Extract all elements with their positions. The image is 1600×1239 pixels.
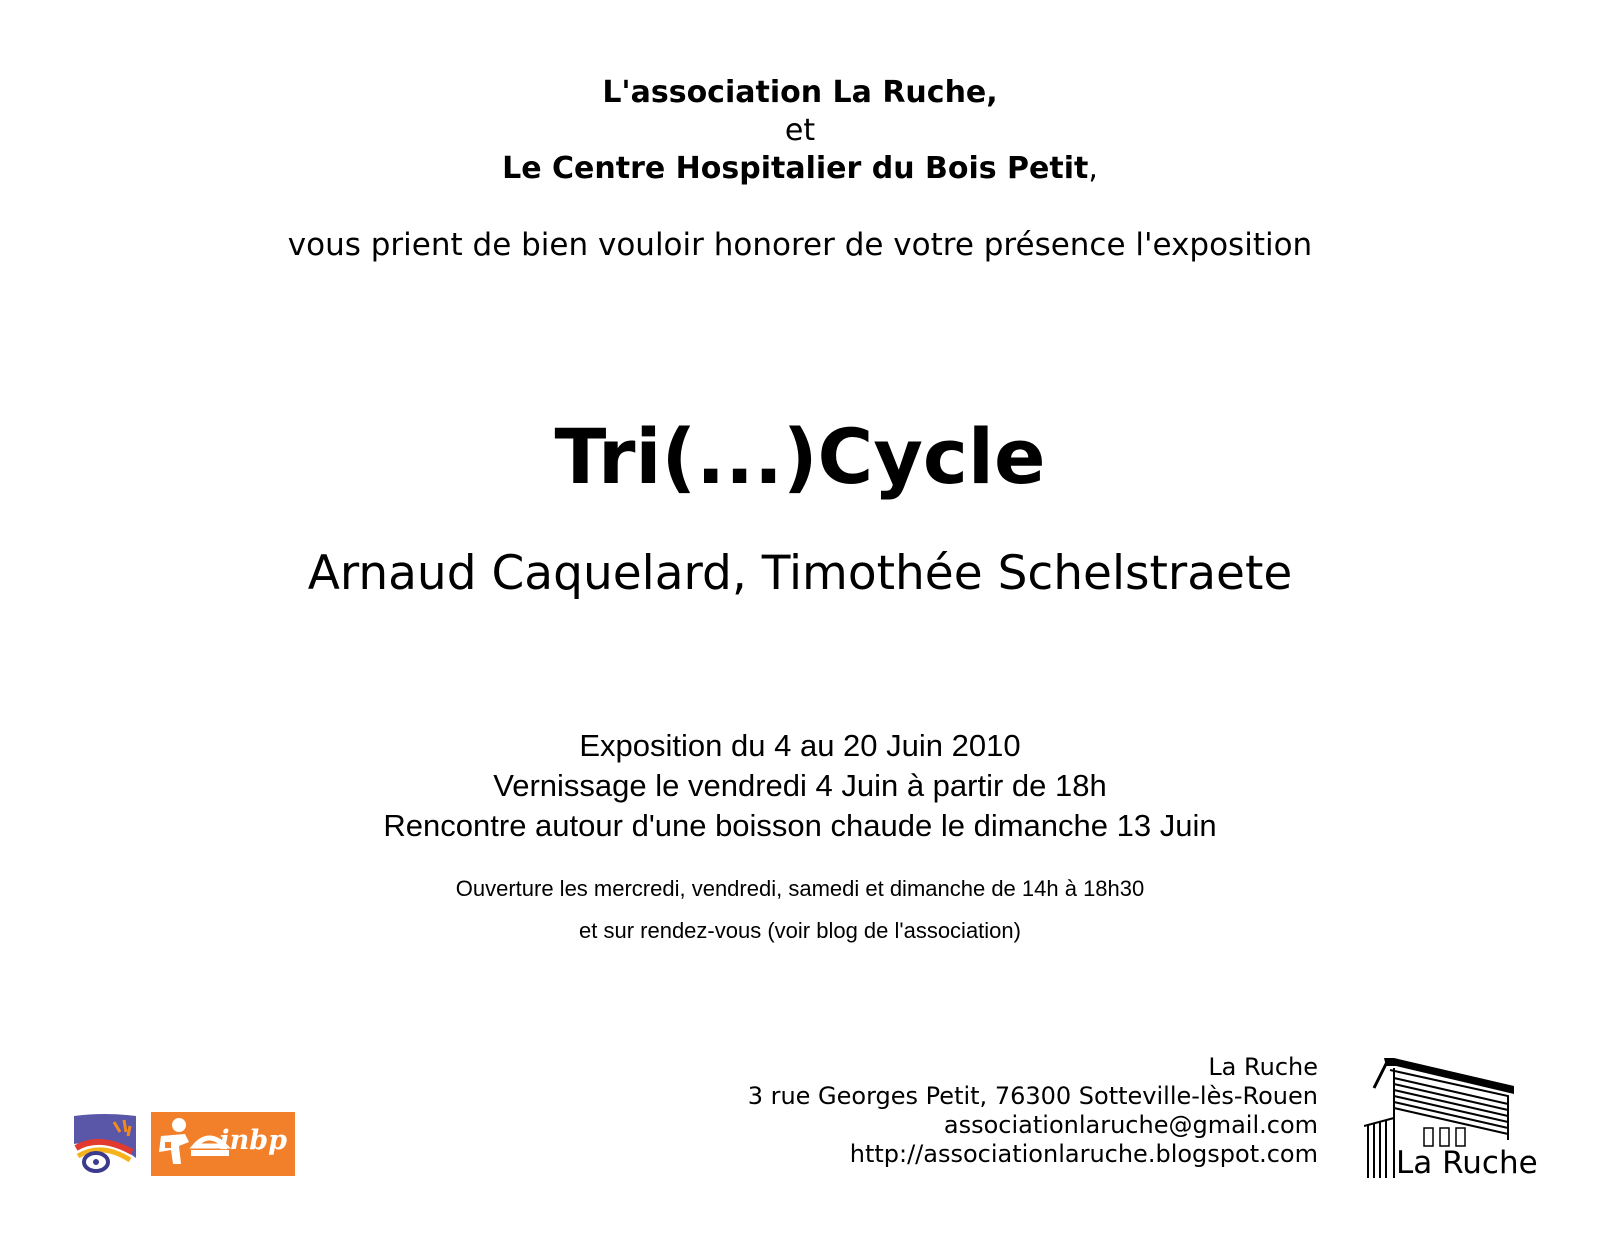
organizer-2: Le Centre Hospitalier du Bois Petit [502, 151, 1089, 186]
partner-logo [151, 1112, 295, 1176]
invitation-text: vous prient de bien vouloir honorer de votre présence l'exposition [287, 227, 1313, 263]
la-ruche-logo-text: La Ruche [1396, 1145, 1538, 1181]
hospital-logo [70, 1112, 138, 1176]
rencontre-info: Rencontre autour d'une boisson chaude le dimanche 13 Juin [383, 808, 1217, 843]
partner-logo-text: inbp [219, 1125, 287, 1156]
organizer-2-comma: , [1088, 151, 1098, 186]
contact-address: 3 rue Georges Petit, 76300 Sotteville-lès-Rouen [747, 1082, 1318, 1110]
exhibition-title: Tri(...)Cycle [554, 412, 1046, 501]
contact-block [748, 1053, 1318, 1169]
opening-block [0, 868, 1600, 952]
vernissage-info: Vernissage le vendredi 4 Juin à partir de 18h [493, 768, 1107, 803]
conjunction: et [784, 113, 816, 148]
organizer-1: L'association La Ruche, [602, 75, 998, 110]
appointment-info: et sur rendez-vous (voir blog de l'association) [579, 918, 1021, 943]
contact-name: La Ruche [1208, 1053, 1318, 1081]
organizer-2-line [0, 150, 1600, 188]
contact-email[interactable]: associationlaruche@gmail.com [943, 1111, 1318, 1139]
artists-names: Arnaud Caquelard, Timothée Schelstraete [307, 546, 1293, 601]
exhibition-dates: Exposition du 4 au 20 Juin 2010 [579, 728, 1021, 763]
opening-hours: Ouverture les mercredi, vendredi, samedi et dimanche de 14h à 18h30 [455, 876, 1145, 901]
header-block [0, 74, 1600, 188]
schedule-block [0, 726, 1600, 846]
contact-website[interactable]: http://associationlaruche.blogspot.com [849, 1140, 1318, 1168]
